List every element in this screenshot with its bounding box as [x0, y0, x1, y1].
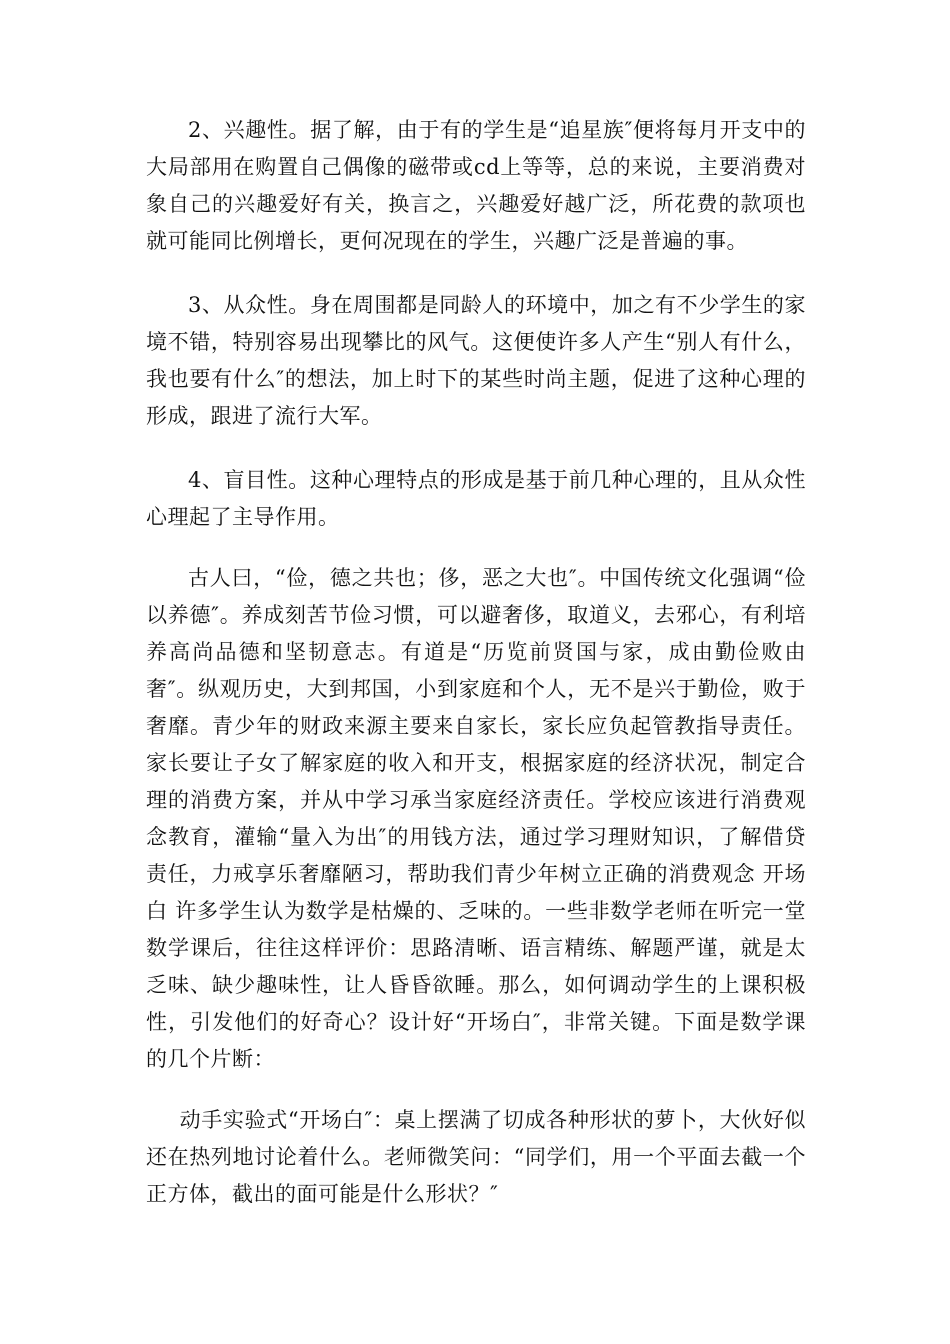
- paragraph-conformity: 3、从众性。身在周围都是同龄人的环境中，加之有不少学生的家境不错，特别容易出现攀比的风气。这便使许多人产生“别人有什么，我也要有什么″的想法，加上时下的某些时尚主题，促进了这种心理的形成，跟进了流行大军。: [146, 293, 806, 428]
- paragraph-blindness: 4、盲目性。这种心理特点的形成是基于前几种心理的，且从众性心理起了主导作用。: [146, 468, 806, 529]
- paragraph-frugality: 古人曰，“俭，德之共也；侈，恶之大也″。中国传统文化强调“俭以养德″。养成刻苦节俭习惯，可以避奢侈，取道义，去邪心，有利培养高尚品德和坚韧意志。有道是“历览前贤国与家，成由勤俭败由奢″。纵观历史，大到邦国，小到家庭和个人，无不是兴于勤俭，败于奢靡。青少年的财政来源主要来自家长，家长应负起管教指导责任。家长要让子女了解家庭的收入和开支，根据家庭的经济状况，制定合理的消费方案，并从中学习承当家庭经济责任。学校应该进行消费观念教育，灌输“量入为出″的用钱方法，通过学习理财知识，了解借贷责任，力戒享乐奢靡陋习，帮助我们青少年树立正确的消费观念 开场白 许多学生认为数学是枯燥的、乏味的。一些非数学老师在听完一堂数学课后，往往这样评价：思路清晰、语言精练、解题严谨，就是太乏味、缺少趣味性，让人昏昏欲睡。那么，如何调动学生的上课积极性，引发他们的好奇心？设计好“开场白″，非常关键。下面是数学课的几个片断：: [146, 566, 806, 1071]
- paragraph-interest: 2、兴趣性。据了解，由于有的学生是“追星族″便将每月开支中的大局部用在购置自己偶像的磁带或cd上等等，总的来说，主要消费对象自己的兴趣爱好有关，换言之，兴趣爱好越广泛，所花费的款项也就可能同比例增长，更何况现在的学生，兴趣广泛是普遍的事。: [146, 118, 806, 253]
- paragraph-opening-experiment: 动手实验式“开场白″：桌上摆满了切成各种形状的萝卜，大伙好似还在热列地讨论着什么。老师微笑问：“同学们，用一个平面去截一个正方体，截出的面可能是什么形状？″: [146, 1108, 806, 1206]
- document-body: [146, 112, 806, 1237]
